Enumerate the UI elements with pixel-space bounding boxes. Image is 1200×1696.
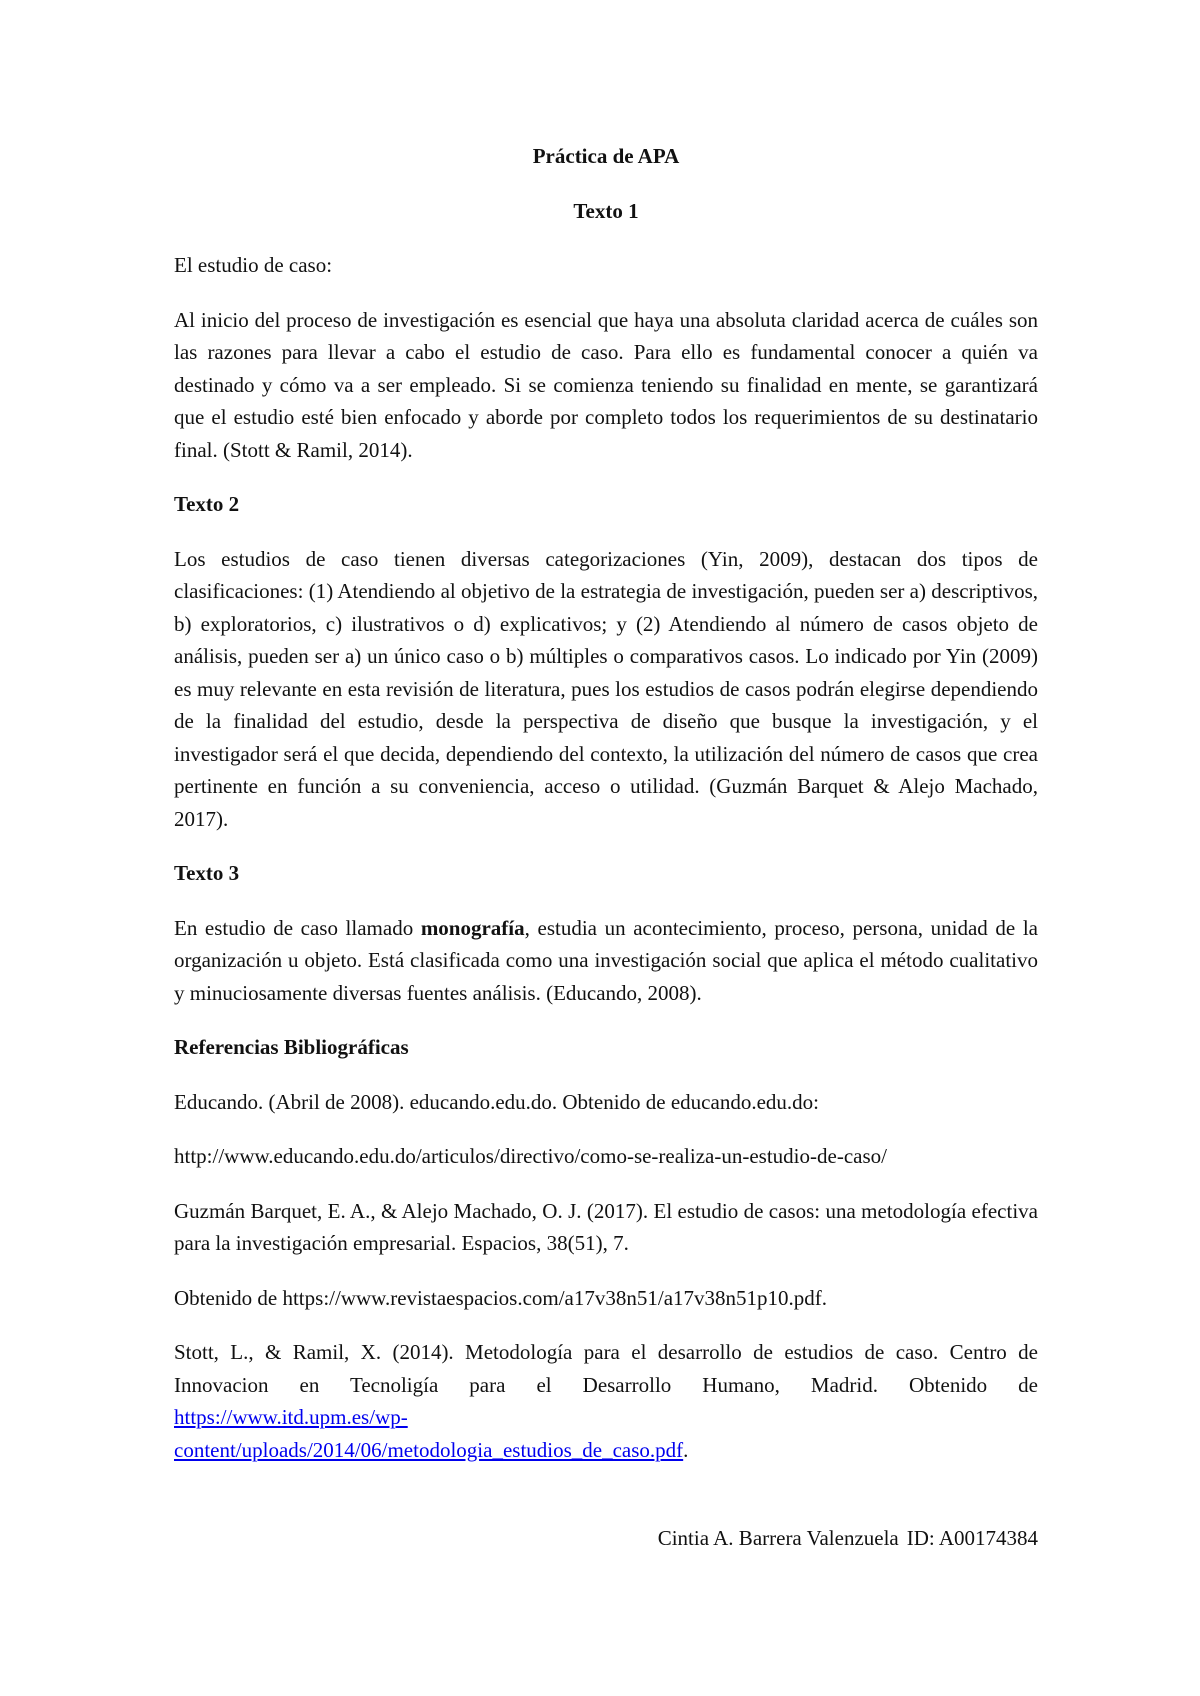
texto3-body-end: , estudia un acontecimiento, proceso, persona, unidad de la organización u objeto. Está clasificada como una investigación social que aplica el método cualitativo y minuciosamente diversas fuentes análisis. (Educando, 2008).: [174, 915, 1038, 1005]
texto1-subheading: El estudio de caso:: [174, 253, 333, 277]
reference-educando: Educando. (Abril de 2008). educando.edu.do. Obtenido de educando.edu.do:: [174, 1089, 819, 1114]
texto3-body-start: En estudio de caso llamado: [174, 915, 421, 940]
texto2-body: Los estudios de caso tienen diversas categorizaciones (Yin, 2009), destacan dos tipos de clasificaciones: (1) Atendiendo al objetivo de la estrategia de investigación, pueden ser a) descriptivos, b) exploratorios, c) ilustrativos o d) explicativos; y (2) Atendiendo al número de casos objeto de análisis, pueden ser a) un único caso o b) múltiples o comparativos casos. Lo indicado por Yin (2009) es muy relevante en esta revisión de literatura, pues los estudios de casos podrán elegirse dependiendo de la finalidad del estudio, desde la perspectiva de diseño que busque la investigación, y el investigador será el que decida, dependiendo del contexto, la utilización del número de casos que crea pertinente en función a su conveniencia, acceso o utilidad. (Guzmán Barquet & Alejo Machado, 2017).: [174, 546, 1038, 831]
texto3-bold-term: monografía: [420, 915, 525, 940]
texto3-body: [174, 912, 1038, 1010]
texto1-body: Al inicio del proceso de investigación es esencial que haya una absoluta claridad acerca de cuáles son las razones para llevar a cabo el estudio de caso. Para ello es fundamental conocer a quién va destinado y cómo va a ser empleado. Si se comienza teniendo su finalidad en mente, se garantizará que el estudio esté bien enfocado y aborde por completo todos los requerimientos de su destinatario final. (Stott & Ramil, 2014).: [174, 307, 1038, 462]
reference-guzman: Guzmán Barquet, E. A., & Alejo Machado, O. J. (2017). El estudio de casos: una metodología efectiva para la investigación empresarial. Espacios, 38(51), 7.: [174, 1198, 1038, 1255]
reference-stott: [174, 1336, 1038, 1466]
document-title: Práctica de APA: [532, 144, 680, 168]
footer-id: ID: A00174384: [906, 1526, 1038, 1550]
texto1-heading: Texto 1: [573, 198, 639, 223]
references-heading: Referencias Bibliográficas: [174, 1035, 409, 1059]
reference-stott-text: Stott, L., & Ramil, X. (2014). Metodología para el desarrollo de estudios de caso. Centro de Innovacion en Tecnoligía para el Desarrollo Humano, Madrid. Obtenido de: [174, 1340, 1038, 1397]
reference-stott-link-part2[interactable]: content/uploads/2014/06/metodologia_estudios_de_caso.pdf: [174, 1437, 684, 1462]
document-page: [174, 140, 1038, 1488]
reference-stott-end: .: [683, 1437, 689, 1462]
reference-guzman-obtained: Obtenido de https://www.revistaespacios.com/a17v38n51/a17v38n51p10.pdf.: [174, 1285, 828, 1310]
reference-stott-link-part1[interactable]: https://www.itd.upm.es/wp-: [174, 1405, 408, 1429]
footer-signature: [658, 1526, 1038, 1551]
texto2-heading: Texto 2: [174, 492, 240, 516]
reference-educando-url: http://www.educando.edu.do/articulos/directivo/como-se-realiza-un-estudio-de-caso/: [174, 1144, 887, 1168]
texto3-heading: Texto 3: [174, 861, 240, 885]
footer-author: Cintia A. Barrera Valenzuela: [657, 1526, 899, 1550]
